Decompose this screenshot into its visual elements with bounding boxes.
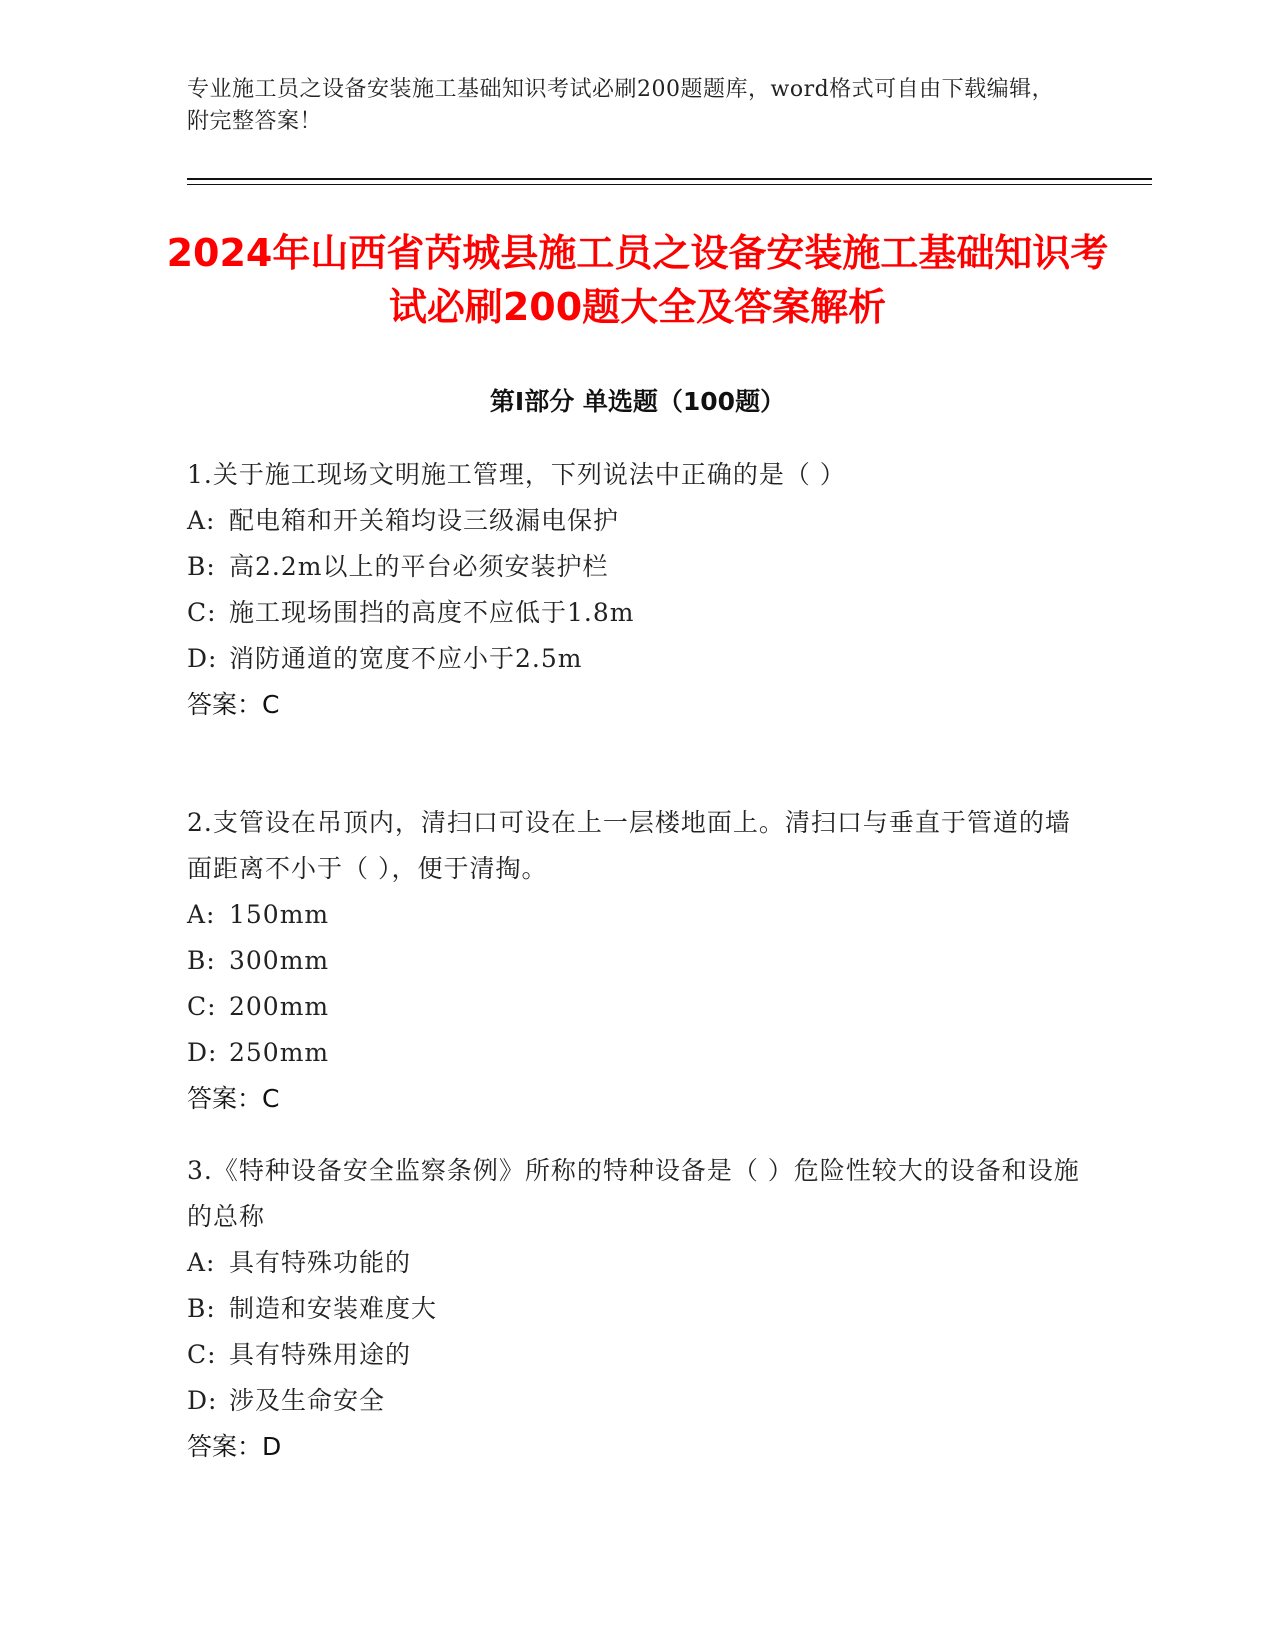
option-letter: B: <box>187 946 216 975</box>
option-b <box>187 938 1087 984</box>
option-text: 300mm <box>229 946 330 975</box>
option-letter: A: <box>187 900 216 929</box>
option-text: 250mm <box>229 1038 330 1067</box>
option-a <box>187 498 1087 544</box>
option-text: 具有特殊用途的 <box>229 1340 412 1369</box>
option-text: 制造和安装难度大 <box>229 1294 438 1323</box>
option-b <box>187 544 1087 590</box>
header-rule-thick <box>187 178 1152 180</box>
option-letter: A: <box>187 506 216 535</box>
header-rule-thin <box>187 184 1152 185</box>
option-letter: D: <box>187 644 218 673</box>
option-text: 150mm <box>229 900 330 929</box>
option-letter: A: <box>187 1248 216 1277</box>
option-d <box>187 636 1087 682</box>
question-2 <box>187 800 1087 1122</box>
option-a <box>187 1240 1087 1286</box>
question-3 <box>187 1148 1087 1470</box>
answer: 答案：D <box>187 1432 282 1461</box>
option-letter: D: <box>187 1038 218 1067</box>
question-stem: 2.支管设在吊顶内，清扫口可设在上一层楼地面上。清扫口与垂直于管道的墙面距离不小于（ ），便于清掏。 <box>187 808 1071 883</box>
option-c <box>187 1332 1087 1378</box>
option-c <box>187 984 1087 1030</box>
section-heading: 第Ⅰ部分 单选题（100题） <box>489 387 786 416</box>
option-d <box>187 1030 1087 1076</box>
option-letter: C: <box>187 1340 217 1369</box>
option-text: 消防通道的宽度不应小于2.5m <box>229 644 583 673</box>
option-text: 具有特殊功能的 <box>229 1248 412 1277</box>
question-stem: 1.关于施工现场文明施工管理，下列说法中正确的是（ ） <box>187 460 846 489</box>
option-letter: D: <box>187 1386 218 1415</box>
question-1 <box>187 452 1087 728</box>
option-a <box>187 892 1087 938</box>
option-letter: B: <box>187 552 216 581</box>
option-d <box>187 1378 1087 1424</box>
option-letter: C: <box>187 992 217 1021</box>
option-text: 高2.2m以上的平台必须安装护栏 <box>229 552 609 581</box>
option-c <box>187 590 1087 636</box>
question-stem: 3.《特种设备安全监察条例》所称的特种设备是（ ）危险性较大的设备和设施的总称 <box>187 1156 1080 1231</box>
option-text: 施工现场围挡的高度不应低于1.8m <box>229 598 635 627</box>
header-note: 专业施工员之设备安装施工基础知识考试必刷200题题库，word格式可自由下载编辑，附完整答案！ <box>187 77 1055 134</box>
option-text: 配电箱和开关箱均设三级漏电保护 <box>229 506 620 535</box>
answer: 答案：C <box>187 690 280 719</box>
answer: 答案：C <box>187 1084 280 1113</box>
option-letter: B: <box>187 1294 216 1323</box>
option-text: 200mm <box>229 992 330 1021</box>
option-text: 涉及生命安全 <box>229 1386 386 1415</box>
option-letter: C: <box>187 598 217 627</box>
document-title: 2024年山西省芮城县施工员之设备安装施工基础知识考试必刷200题大全及答案解析 <box>166 231 1109 329</box>
option-b <box>187 1286 1087 1332</box>
